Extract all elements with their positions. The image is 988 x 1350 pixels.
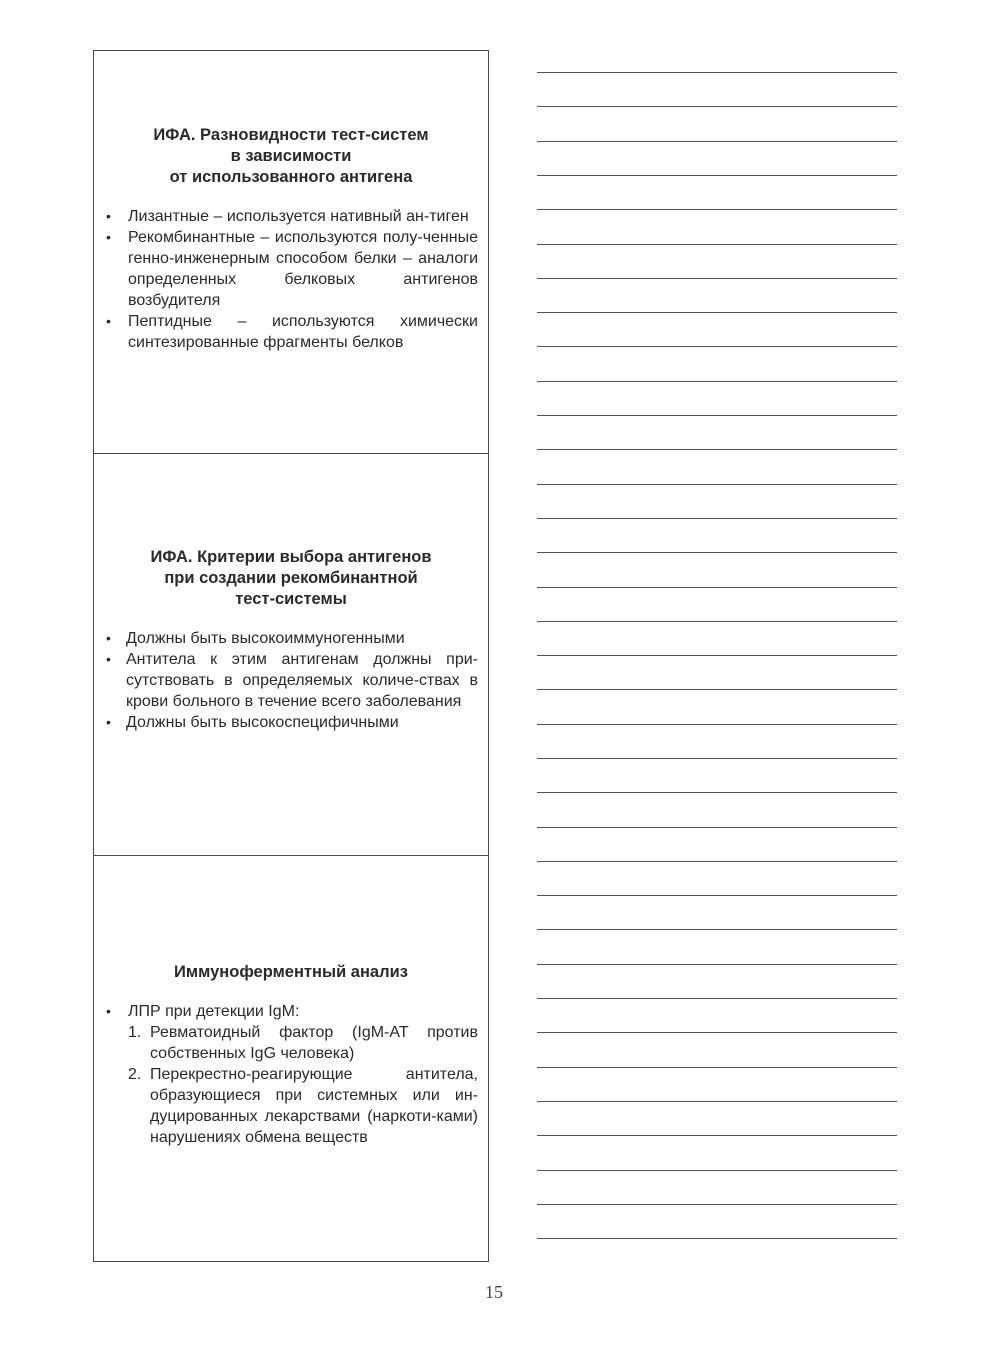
page-number: 15 [485, 1282, 503, 1302]
slide-antigen-criteria [93, 453, 489, 856]
note-line [537, 415, 897, 416]
numbered-item [128, 1064, 478, 1148]
bullet-icon: • [106, 714, 111, 730]
list-item [104, 206, 478, 227]
bullet-list [94, 1001, 488, 1148]
note-line [537, 689, 897, 690]
note-line [537, 1101, 897, 1102]
note-line [537, 449, 897, 450]
note-line [537, 1032, 897, 1033]
bullet-icon: • [106, 1003, 111, 1019]
bullet-icon: • [106, 651, 111, 667]
bullet-icon: • [106, 208, 111, 224]
list-item [104, 1001, 478, 1148]
note-line [537, 518, 897, 519]
bullet-icon: • [106, 229, 111, 245]
note-line [537, 209, 897, 210]
note-line [537, 929, 897, 930]
list-item-text: Должны быть высокоиммуногенными [126, 630, 405, 647]
list-item-text: Должны быть высокоспецифичными [126, 714, 399, 731]
note-line [537, 621, 897, 622]
numbered-item [128, 1022, 478, 1064]
list-item [104, 628, 478, 649]
note-line [537, 861, 897, 862]
note-line [537, 1204, 897, 1205]
note-line [537, 484, 897, 485]
item-number: 1. [128, 1024, 142, 1041]
bullet-icon: • [106, 313, 111, 329]
list-item-text: Пептидные – используются химически синтезированные фрагменты белков [128, 313, 478, 351]
note-line [537, 552, 897, 553]
list-item [104, 649, 478, 712]
note-line [537, 346, 897, 347]
bullet-icon: • [106, 630, 111, 646]
note-line [537, 1135, 897, 1136]
note-line [537, 792, 897, 793]
numbered-item-text: Ревматоидный фактор (IgM-AT против собственных IgG человека) [150, 1024, 478, 1062]
list-item [104, 712, 478, 733]
item-number: 2. [128, 1066, 142, 1083]
list-item-text: Лизантные – используется нативный ан-тиген [128, 208, 469, 225]
note-line [537, 587, 897, 588]
slide-lysate-types [93, 50, 489, 454]
note-line [537, 278, 897, 279]
note-line [537, 72, 897, 73]
note-line [537, 141, 897, 142]
list-item-text: Антитела к этим антигенам должны при-сутствовать в определяемых количе-ствах в крови больного в течение всего заболевания [126, 651, 478, 710]
slide-title: Иммуноферментный анализ [174, 963, 408, 981]
note-line [537, 758, 897, 759]
bullet-list [94, 628, 488, 733]
slide-title: ИФА. Критерии выбора антигенов при создании рекомбинантной тест-системы [150, 548, 432, 608]
note-line [537, 381, 897, 382]
numbered-item-text: Перекрестно-реагирующие антитела, образующиеся при системных или ин-дуцированных лекарствами (наркоти-ками) нарушениях обмена веществ [150, 1066, 478, 1146]
note-line [537, 1238, 897, 1239]
note-line [537, 998, 897, 999]
note-line [537, 655, 897, 656]
note-line [537, 175, 897, 176]
slide-elisa [93, 855, 489, 1262]
note-line [537, 1170, 897, 1171]
note-line [537, 106, 897, 107]
list-item [104, 311, 478, 353]
slides-column [93, 50, 491, 1262]
list-item-text: Рекомбинантные – используются полу-ченные генно-инженерным способом белки – аналоги определенных белковых антигенов возбудителя [128, 229, 478, 309]
slide-title: ИФА. Разновидности тест-систем в зависимости от использованного антигена [153, 126, 429, 186]
list-item-text: ЛПР при детекции IgM: [128, 1003, 300, 1020]
numbered-list [128, 1022, 478, 1148]
note-line [537, 244, 897, 245]
note-line [537, 1067, 897, 1068]
note-line [537, 827, 897, 828]
note-line [537, 964, 897, 965]
list-item [104, 227, 478, 311]
note-line [537, 312, 897, 313]
note-line [537, 895, 897, 896]
notes-ruled-lines [537, 0, 897, 1350]
bullet-list [94, 206, 488, 353]
note-line [537, 724, 897, 725]
